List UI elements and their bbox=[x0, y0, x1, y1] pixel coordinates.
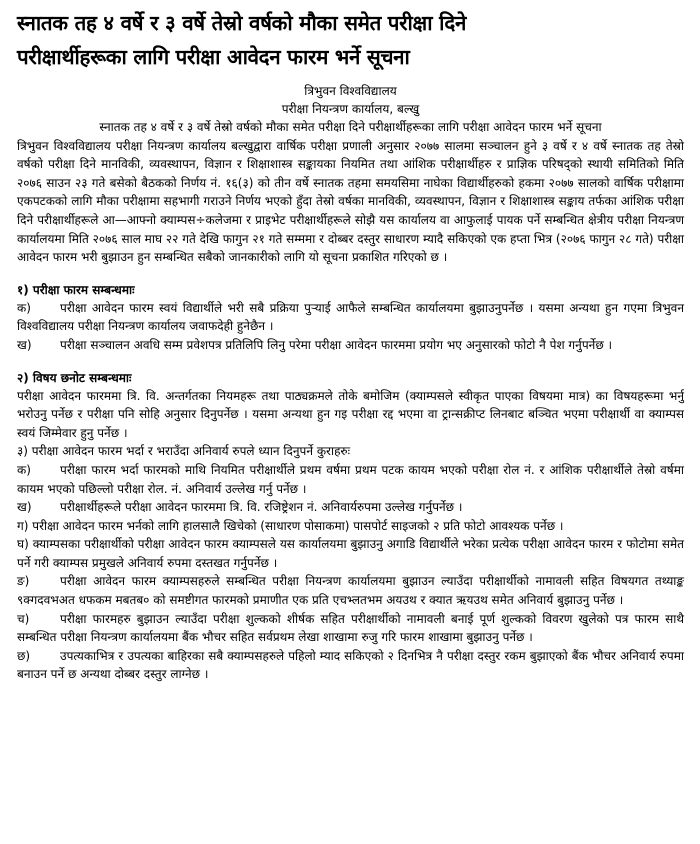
section-1-heading: १) परीक्षा फारम सम्बन्धमाः bbox=[17, 282, 135, 297]
section-3-items bbox=[17, 461, 684, 684]
section-3-item-kha: ख) परीक्षार्थीहरूले परीक्षा आवेदन फारममा त्रि. वि. रजिष्ट्रेशन नं. अनिवार्यरुपमा उल्लेख गर्नुपर्नेछ । bbox=[17, 500, 463, 515]
section-3-item-ga: ग) परीक्षा आवेदन फारम भर्नको लागि हालसालै खिचेको (साधारण पोसाकमा) पासपोर्ट साइजको २ प्रति फोटो आवश्यक पर्नेछ । bbox=[17, 518, 564, 533]
section-3-item-chha: छ) उपत्यकाभित्र र उपत्यका बाहिरका सबै क्याम्पसहरुले पहिलो म्याद सकिएको २ दिनभित्र नै परीक्षा दस्तुर रकम बुझाएको बैंक भौचर अनिवार्य रुपमा बनाउन पर्ने छ अन्यथा दोब्बर दस्तुर लाग्नेछ । bbox=[17, 648, 684, 682]
issuer-university: त्रिभुवन विश्वविद्यालय bbox=[304, 84, 397, 98]
intro-body: त्रिभुवन विश्वविद्यालय परीक्षा नियन्त्रण कार्यालय बल्खुद्वारा वार्षिक परीक्षा प्रणाली अनुसार २०७७ सालमा सञ्चालन हुने ३ वर्षे र ४ वर्षे स्नातक तह तेस्रो वर्षको परीक्षा दिने मानविकी, व्यवस्थापन, विज्ञान र शिक्षाशास्त्र सङ्कायका नियमित तथा आंशिक परीक्षार्थीहरु र प्राज्ञिक परिषद्को स्थायी समितिको मिति २०७६ साउन २३ गते बसेको बैठकको निर्णय नं. १६(३) को तीन वर्षे स्नातक तहमा समयसिमा नाघेका विद्यार्थीहरुको हकमा २०७७ सालको वार्षिक परीक्षामा एकपटकको लागि मौका परीक्षामा सहभागी गराउने निर्णय भएको हुँदा तेस्रो वर्षका मानविकी, व्यवस्थापन, विज्ञान र शिक्षाशास्त्र सङ्काय तर्फका आंशिक परीक्षा दिने परीक्षार्थीहरूले आ—आफ्नो क्याम्पस÷कलेजमा र प्राइभेट परीक्षार्थीहरूले सोझै यस कार्यालय वा आफुलाई पायक पर्ने सम्बन्धित क्षेत्रीय परीक्षा नियन्त्रण कार्यालयमा मिति २०७६ साल माघ २२ गते देखि फागुन २१ गते सम्ममा र दोब्बर दस्तुर साधारण म्यादै सकिएको एक हप्ता भित्र (२०७६ फागुन २८ गते) परीक्षा आवेदन फारम भरी बुझाउन हुन सम्बन्धित सबैको जानकारीको लागि यो सूचना प्रकाशित गरिएको छ । bbox=[17, 138, 684, 265]
section-2-paragraph: परीक्षा आवेदन फारममा त्रि. वि. अन्तर्गतका नियमहरू तथा पाठ्यक्रमले तोके बमोजिम (क्याम्पसले स्वीकृत पाएका विषयमा मात्र) का विषयहरूमा भर्नु भरोउनु पर्नेछ र परीक्षा पनि सोहि अनुसार दिनुपर्नेछ । यसमा अन्यथा हुन गइ परीक्षा रद्द भएमा वा ट्रान्सक्रीप्ट लिनबाट बञ्चित भएमा परीक्षार्थी वा क्याम्पस स्वयं जिम्मेवार हुनु पर्नेछ । bbox=[17, 388, 684, 440]
intro-block bbox=[17, 118, 684, 267]
section-3-item-nga: ङ) परीक्षा आवेदन फारम क्याम्पसहरुले सम्बन्धित परीक्षा नियन्त्रण कार्यालयमा बुझाउन ल्याउँदा परीक्षार्थीको नामावली सहित विषयगत तथ्याङ्क ९क्गदवभअत धफकम मबतब० को समष्टीगत फारमको प्रमाणीत एक प्रति एचभ्लतभम अयउथ र क्यात ऋयउथ समेत अनिवार्य बुझाउनु पर्नेछ । bbox=[17, 574, 684, 608]
section-1-items bbox=[17, 299, 684, 355]
section-3-heading: ३) परीक्षा आवेदन फारम भर्दा र भराउँदा अनिवार्य रुपले ध्यान दिनुपर्ने कुराहरुः bbox=[17, 444, 351, 459]
section-1-item-ka: क) परीक्षा आवेदन फारम स्वयं विद्यार्थीले भरी सबै प्रक्रिया पुर्‍याई आफैले सम्बन्धित कार्यालयमा बुझाउनुपर्नेछ । यसमा अन्यथा हुन गएमा त्रिभुवन विश्वविद्यालय परीक्षा नियन्त्रण कार्यालय जवाफदेही हुनेछैन । bbox=[17, 300, 684, 334]
section-3-item-ka: क) परीक्षा फारम भर्दा फारमको माथि नियमित परीक्षार्थीले प्रथम वर्षमा प्रथम पटक कायम भएको परीक्षा रोल नं. र आंशिक परीक्षार्थीले तेस्रो वर्षमा कायम भएको पछिल्लो परीक्षा रोल. नं. अनिवार्य उल्लेख गर्नु पर्नेछ । bbox=[17, 462, 684, 496]
notice-title-line-2: परीक्षार्थीहरूका लागि परीक्षा आवेदन फारम भर्ने सूचना bbox=[17, 45, 410, 69]
section-2-heading: २) विषय छनोट सम्बन्धमाः bbox=[17, 370, 132, 385]
section-3-item-gha: घ) क्याम्पसका परीक्षार्थीको परीक्षा आवेदन फारम क्याम्पसले यस कार्यालयमा बुझाउनु अगाडि विद्यार्थीले भरेका प्रत्येक परीक्षा आवेदन फारम र फोटोमा समेत पर्ने गरी क्याम्पस प्रमुखले अनिवार्य रुपमा दस्तखत गर्नुपर्नेछ । bbox=[17, 537, 684, 570]
intro-lead: स्नातक तह ४ वर्षे र ३ वर्षे तेस्रो वर्षको मौका समेत परीक्षा दिने परीक्षार्थीहरूका लागि परीक्षा आवेदन फारम भर्ने सूचना bbox=[99, 120, 602, 134]
section-1-item-kha: ख) परीक्षा सञ्चालन अवधि सम्म प्रवेशपत्र प्रतिलिपि लिनु परेमा परीक्षा आवेदन फारममा प्रयोग भए अनुसारको फोटो नै पेश गर्नुपर्नेछ । bbox=[17, 337, 613, 352]
section-3-item-cha: च) परीक्षा फारमहरु बुझाउन ल्याउँदा परीक्षा शुल्कको शीर्षक सहित परीक्षार्थीको नामावली बनाई पूर्ण शुल्कको विवरण खुलेको पत्र फारम साथै सम्बन्धित परीक्षा नियन्त्रण कार्यालयमा बैंक भौचर सहित सर्वप्रथम लेखा शाखामा रुजु गरि फारम शाखामा बुझाउनु पर्नेछ । bbox=[17, 611, 684, 645]
notice-title-line-1: स्नातक तह ४ वर्षे र ३ वर्षे तेस्रो वर्षको मौका समेत परीक्षा दिने bbox=[17, 11, 467, 35]
issuer-office: परीक्षा नियन्त्रण कार्यालय, बल्खु bbox=[281, 102, 420, 116]
